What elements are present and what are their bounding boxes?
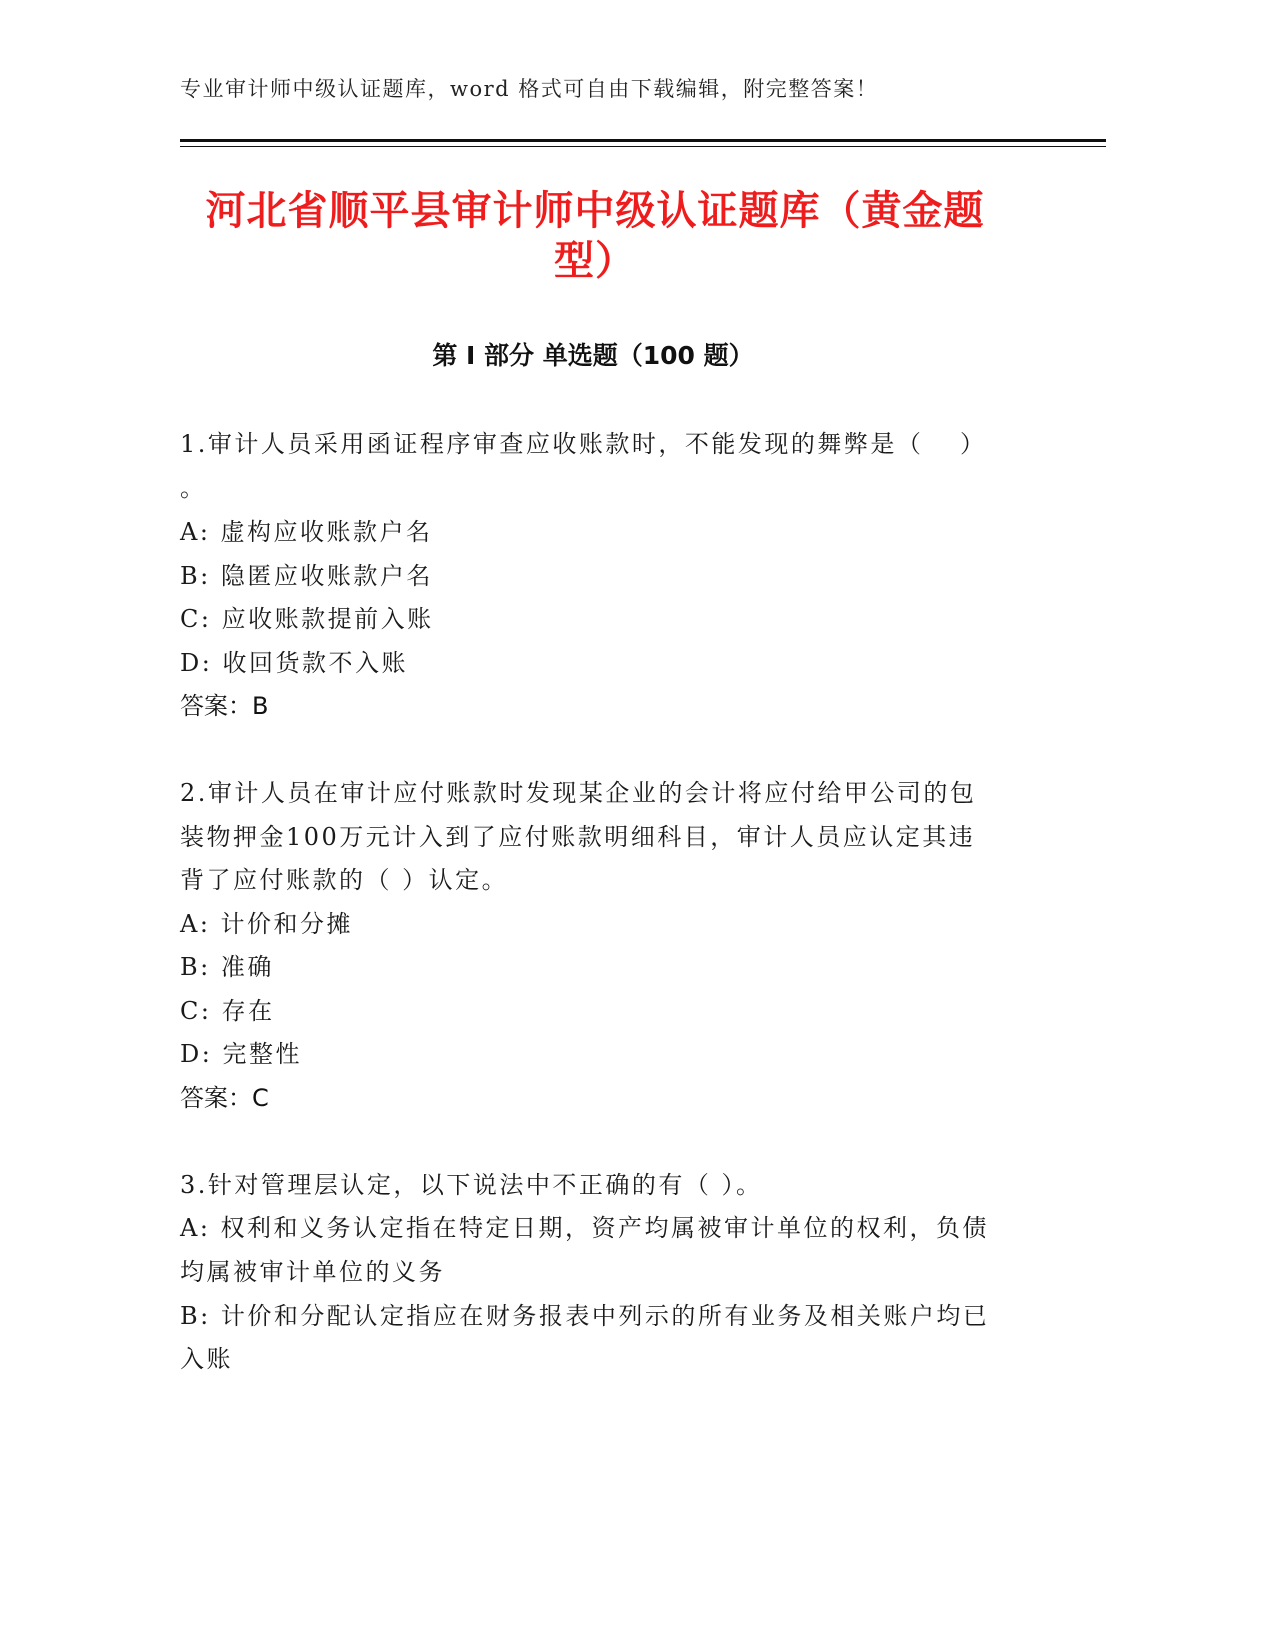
section-title: 第 I 部分 单选题（100 题） [432,341,754,370]
question-1-stem-line-2: 。 [180,474,207,502]
question-2-stem-line-1: 2.审计人员在审计应付账款时发现某企业的会计将应付给甲公司的包 [180,779,977,807]
question-1-option-b: B: 隐匿应收账款户名 [180,562,433,590]
question-2-answer: 答案：C [180,1084,269,1112]
question-3-stem-line-1: 3.针对管理层认定，以下说法中不正确的有（ ）。 [180,1171,763,1199]
header-note: 专业审计师中级认证题库，word 格式可自由下载编辑，附完整答案！ [180,77,879,101]
question-1-option-c: C: 应收账款提前入账 [180,605,434,633]
question-2-option-c: C: 存在 [180,997,275,1025]
question-2-option-d: D: 完整性 [180,1040,302,1068]
question-1-option-d: D: 收回货款不入账 [180,649,408,677]
question-3-option-a-line-1: A: 权利和义务认定指在特定日期，资产均属被审计单位的权利，负债 [180,1214,990,1242]
title-line-1: 河北省顺平县审计师中级认证题库（黄金题 [205,188,985,234]
header-rule-thin [180,146,1106,147]
question-2-stem-line-2: 装物押金100万元计入到了应付账款明细科目，审计人员应认定其违 [180,823,976,851]
question-3-option-a-line-2: 均属被审计单位的义务 [180,1258,445,1286]
question-1-answer: 答案：B [180,692,269,720]
question-2-option-b: B: 准确 [180,953,274,981]
title-line-2: 型） [554,238,636,284]
document-title [150,186,1040,286]
question-3-option-b-line-1: B: 计价和分配认定指应在财务报表中列示的所有业务及相关账户均已 [180,1302,990,1330]
question-2-option-a: A: 计价和分摊 [180,910,354,938]
question-1-option-a: A: 虚构应收账款户名 [180,518,433,546]
question-2-stem-line-3: 背了应付账款的（ ）认定。 [180,866,509,894]
header-rule-thick [180,139,1106,142]
question-1-stem-line-1: 1.审计人员采用函证程序审查应收账款时，不能发现的舞弊是（ ） [180,430,987,458]
question-3-option-b-line-2: 入账 [180,1345,233,1373]
